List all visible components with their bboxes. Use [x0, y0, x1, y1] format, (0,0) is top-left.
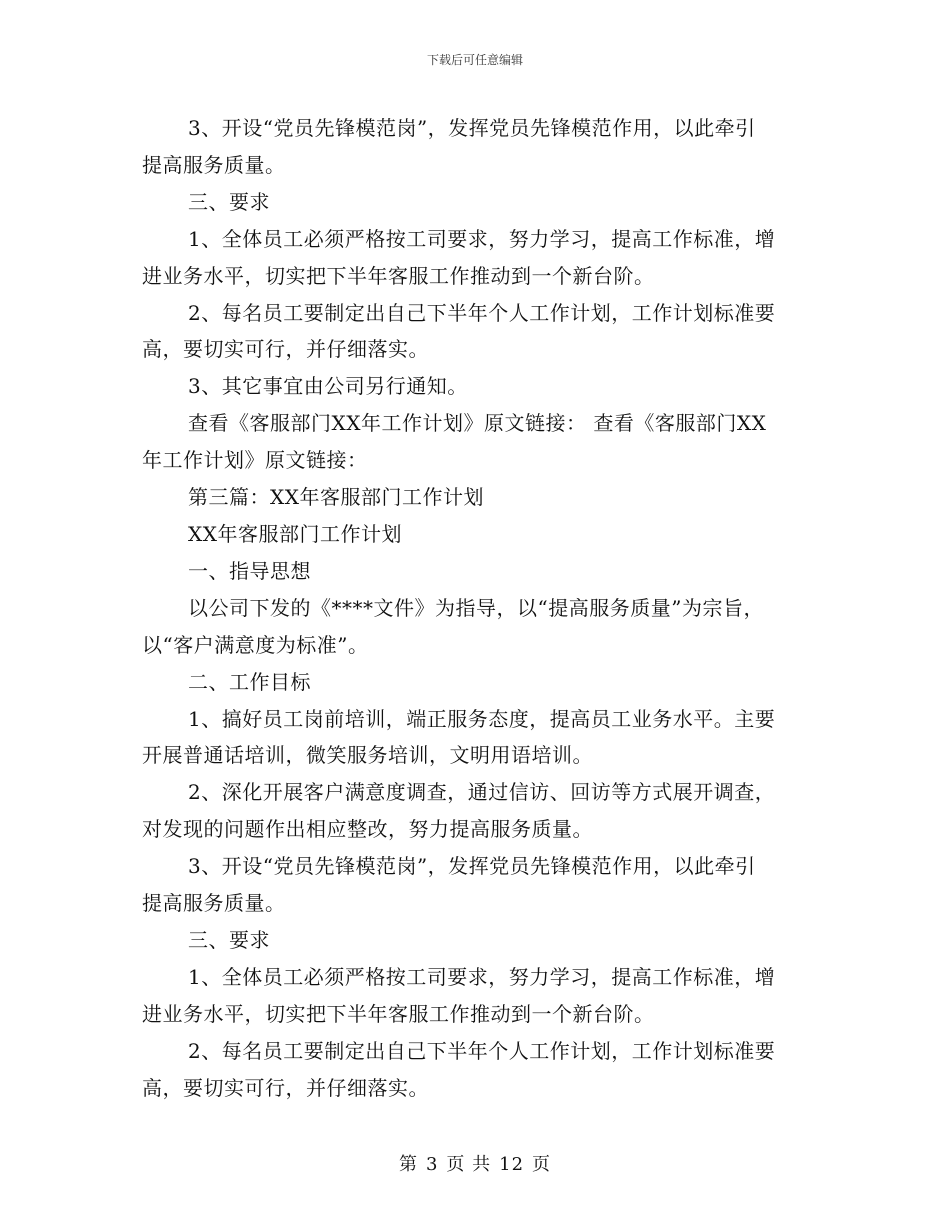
paragraph-line: 进业务水平，切实把下半年客服工作推动到一个新台阶。: [142, 263, 655, 288]
paragraph-line: 2、深化开展客户满意度调查，通过信访、回访等方式展开调查，: [188, 780, 776, 805]
paragraph-line: 开展普通话培训，微笑服务培训，文明用语培训。: [142, 743, 593, 768]
paragraph-line: 进业务水平，切实把下半年客服工作推动到一个新台阶。: [142, 1001, 655, 1026]
paragraph-line: 高，要切实可行，并仔细落实。: [142, 337, 429, 362]
paragraph-line: 3、开设“党员先锋模范岗”，发挥党员先锋模范作用，以此牵引: [188, 854, 756, 879]
paragraph-line: 提高服务质量。: [142, 891, 286, 916]
document-title: XX年客服部门工作计划: [188, 521, 402, 546]
page-header: 下载后可任意编辑: [426, 53, 523, 67]
total-pages: 12: [499, 1154, 525, 1175]
page-number: 3: [425, 1154, 439, 1175]
paragraph-line: 2、每名员工要制定出自己下半年个人工作计划，工作计划标准要: [188, 300, 776, 325]
section-heading: 三、要求: [188, 189, 270, 214]
paragraph-line: 1、全体员工必须严格按工司要求，努力学习，提高工作标准，增: [188, 964, 776, 989]
section-heading: 三、要求: [188, 927, 270, 952]
paragraph-line: 对发现的问题作出相应整改，努力提高服务质量。: [142, 817, 593, 842]
page-label-prefix: 第: [398, 1154, 418, 1175]
paragraph-line: 1、全体员工必须严格按工司要求，努力学习，提高工作标准，增: [188, 226, 776, 251]
page-footer: [0, 1153, 950, 1177]
paragraph-line: 1、搞好员工岗前培训，端正服务态度，提高员工业务水平。主要: [188, 706, 776, 731]
document-body: [142, 110, 810, 1106]
paragraph-line: 以“客户满意度为标准”。: [142, 632, 369, 657]
link-line: 查看《客服部门XX年工作计划》原文链接： 查看《客服部门XX: [188, 411, 767, 436]
paragraph-line: 以公司下发的《****文件》为指导，以“提高服务质量”为宗旨，: [188, 595, 764, 620]
section-heading: 一、指导思想: [188, 558, 311, 583]
paragraph-line: 3、开设“党员先锋模范岗”，发挥党员先锋模范作用，以此牵引: [188, 116, 756, 140]
paragraph-line: 3、其它事宜由公司另行通知。: [188, 374, 468, 399]
section-heading: 二、工作目标: [188, 669, 311, 694]
page-label-middle: 页 共: [446, 1154, 492, 1175]
page-label-suffix: 页: [532, 1154, 552, 1175]
paragraph-line: 高，要切实可行，并仔细落实。: [142, 1075, 429, 1100]
link-line: 年工作计划》原文链接：: [142, 448, 368, 473]
paragraph-line: 提高服务质量。: [142, 152, 286, 177]
paragraph-line: 2、每名员工要制定出自己下半年个人工作计划，工作计划标准要: [188, 1038, 776, 1063]
chapter-title: 第三篇：XX年客服部门工作计划: [188, 485, 484, 510]
